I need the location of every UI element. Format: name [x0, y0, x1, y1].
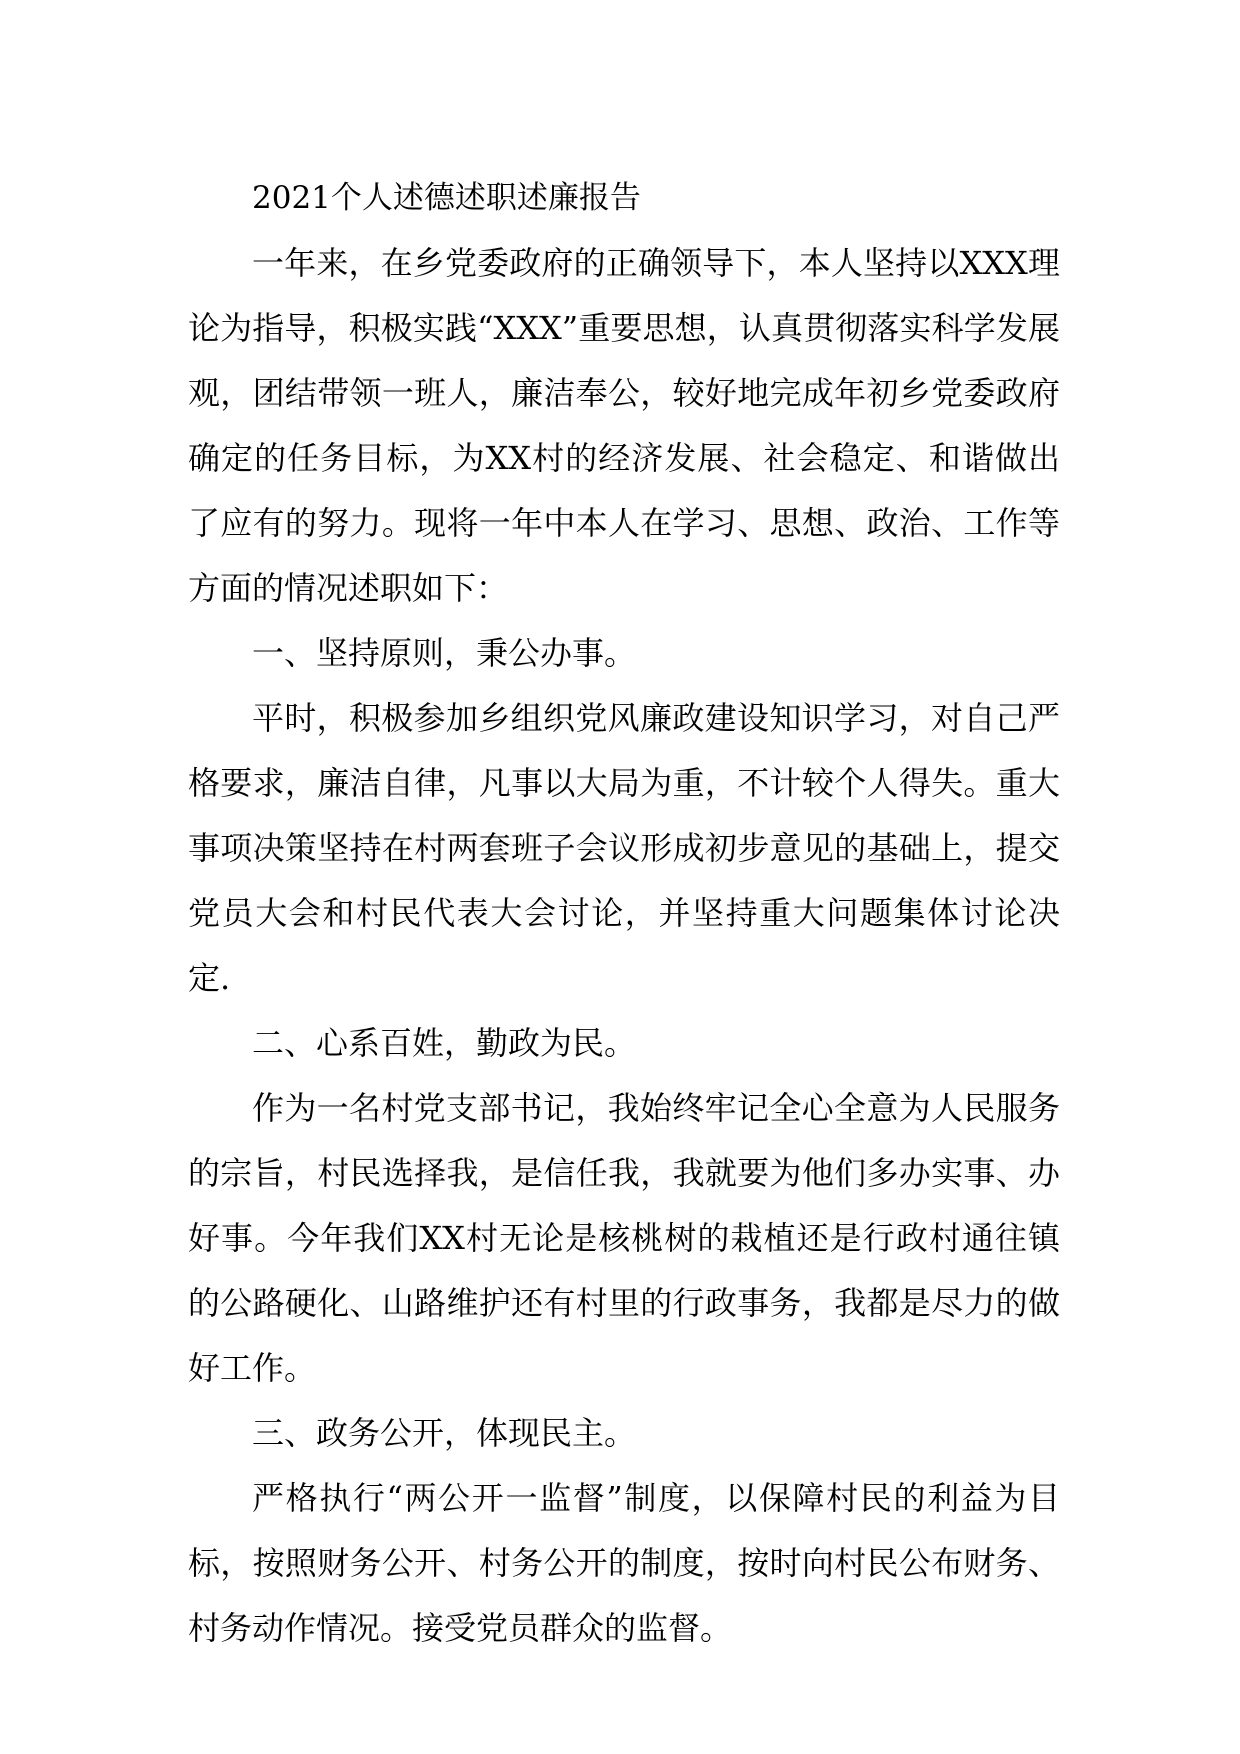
paragraph-intro: 一年来，在乡党委政府的正确领导下，本人坚持以XXX理论为指导，积极实践“XXX”重要思想，认真贯彻落实科学发展观，团结带领一班人，廉洁奉公，较好地完成年初乡党委政府确定的任务目标，为XX村的经济发展、社会稳定、和谐做出了应有的努力。现将一年中本人在学习、思想、政治、工作等方面的情况述职如下： [188, 244, 1060, 607]
paragraph-section-1: 平时，积极参加乡组织党风廉政建设知识学习，对自己严格要求，廉洁自律，凡事以大局为重，不计较个人得失。重大事项决策坚持在村两套班子会议形成初步意见的基础上，提交党员大会和村民代表大会讨论，并坚持重大问题集体讨论决定. [188, 699, 1060, 997]
document-title: 2021个人述德述职述廉报告 [252, 180, 641, 216]
paragraph-section-2: 作为一名村党支部书记，我始终牢记全心全意为人民服务的宗旨，村民选择我，是信任我，我就要为他们多办实事、办好事。今年我们XX村无论是核桃树的栽植还是行政村通往镇的公路硬化、山路维护还有村里的行政事务，我都是尽力的做好工作。 [188, 1089, 1060, 1387]
section-heading-3: 三、政务公开，体现民主。 [252, 1414, 637, 1452]
document-body [188, 166, 1060, 1661]
paragraph-section-3: 严格执行“两公开一监督”制度，以保障村民的利益为目标，按照财务公开、村务公开的制度，按时向村民公布财务、村务动作情况。接受党员群众的监督。 [188, 1479, 1060, 1647]
section-heading-1: 一、坚持原则，秉公办事。 [252, 634, 637, 672]
section-heading-2: 二、心系百姓，勤政为民。 [252, 1024, 637, 1062]
